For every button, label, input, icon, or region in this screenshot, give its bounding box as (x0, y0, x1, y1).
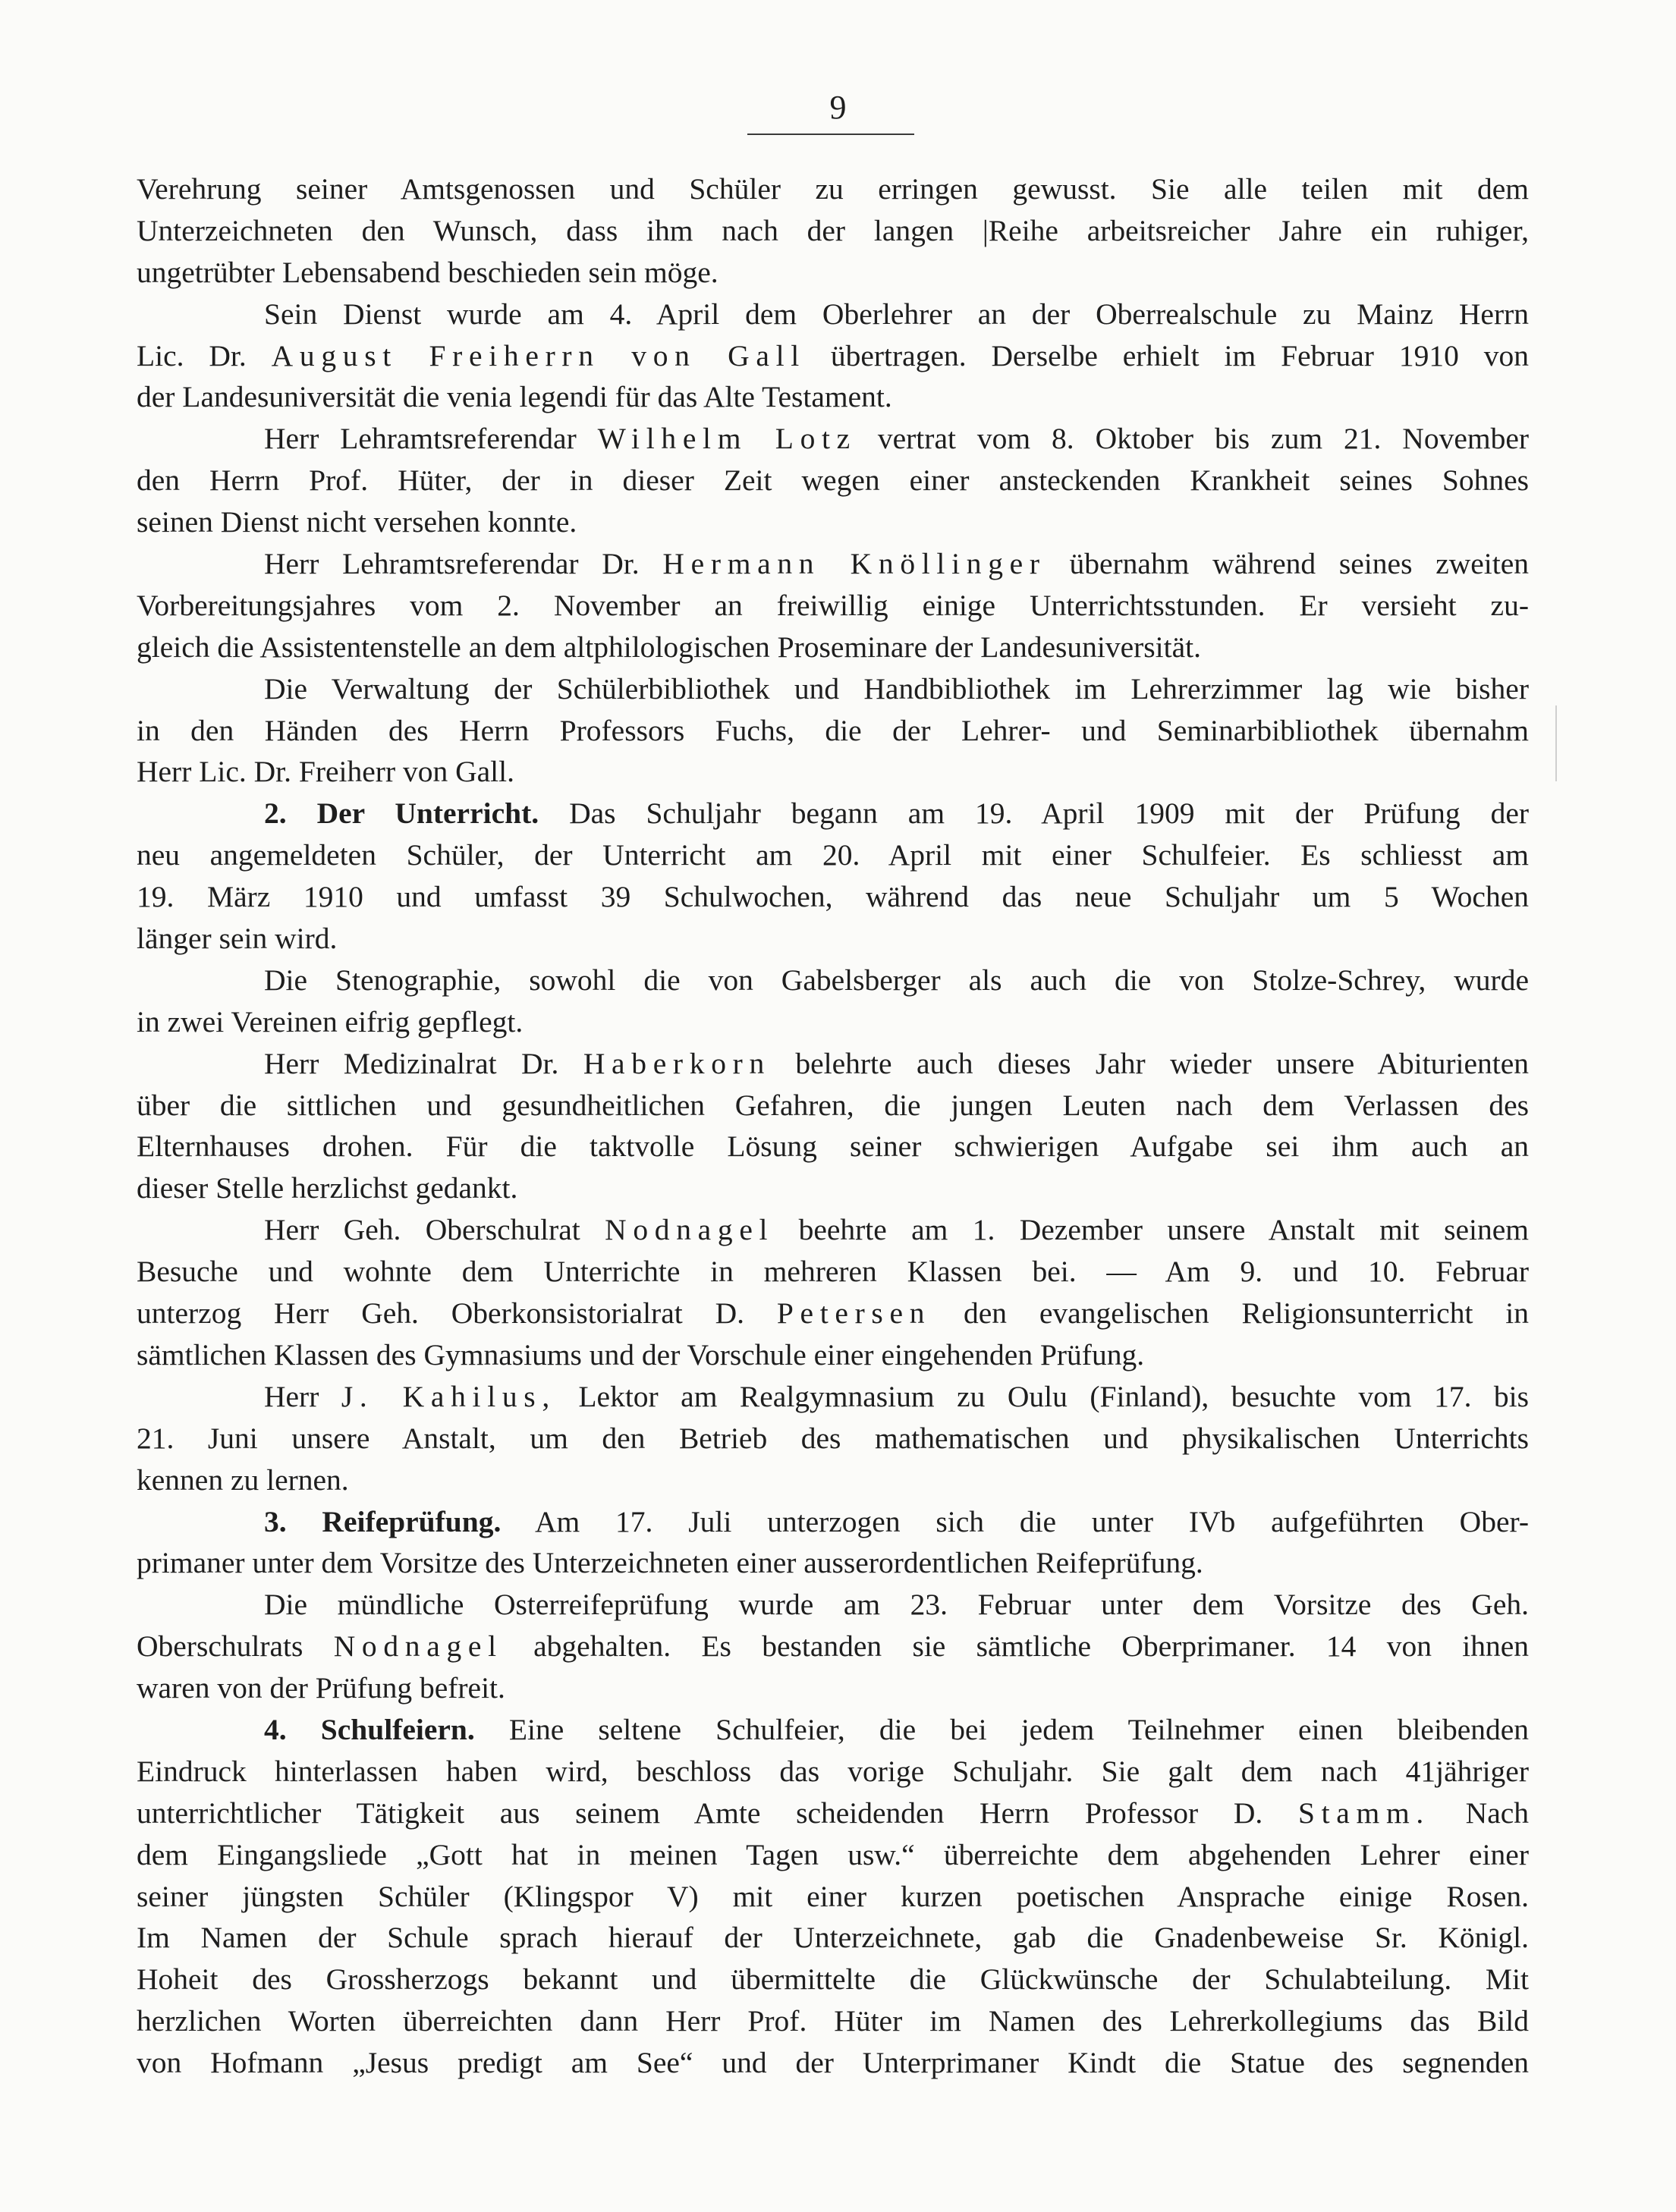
spaced-name: Hermann Knöllinger (662, 547, 1046, 581)
spaced-name: J. Kahilus, (341, 1379, 556, 1413)
spaced-name: Nodnagel (333, 1629, 503, 1664)
text-line: sämtlichen Klassen des Gymnasiums und der Vorschule einer eingehenden Prüfung. (137, 1337, 1145, 1372)
text-line: der Landesuniversität die venia legendi für das Alte Testament. (137, 380, 892, 414)
text-line (137, 1293, 1529, 1334)
text-line: dieser Stelle herzlichst gedankt. (137, 1171, 518, 1205)
text-run: belehrte auch dieses Jahr wieder unsere Abiturienten (795, 1046, 1529, 1080)
spaced-name: August Freiherrn von Gall (271, 338, 806, 372)
text-line (137, 418, 1529, 460)
spaced-name: Stamm. (1297, 1796, 1430, 1830)
text-line (137, 1501, 1529, 1543)
spaced-name: Nodnagel (605, 1213, 775, 1247)
text-line (137, 1709, 1529, 1751)
text-line: Unterzeichneten den Wunsch, dass ihm nach der langen |Reihe arbeitsreicher Jahre ein ruhiger, (137, 213, 1529, 247)
text-line: Besuche und wohnte dem Unterrichte in mehreren Klassen bei. — Am 9. und 10. Februar (137, 1255, 1529, 1289)
text-line: Eindruck hinterlassen haben wird, beschloss das vorige Schuljahr. Sie galt dem nach 41jähriger (137, 1754, 1529, 1788)
section-heading: 2. Der Unterricht. (264, 797, 539, 831)
text-line: primaner unter dem Vorsitze des Unterzeichneten einer ausserordentlichen Reifeprüfung. (137, 1546, 1203, 1580)
section-heading: 4. Schulfeiern. (264, 1712, 475, 1746)
text-line: länger sein wird. (137, 922, 338, 956)
text-line: 19. März 1910 und umfasst 39 Schulwochen, während das neue Schuljahr um 5 Wochen (137, 880, 1529, 914)
text-line: gleich die Assistentenstelle an dem altphilologischen Proseminare der Landesuniversität. (137, 630, 1201, 664)
text-line (137, 543, 1529, 585)
text-line: kennen zu lernen. (137, 1463, 349, 1497)
text-line: Im Namen der Schule sprach hierauf der Unterzeichnete, gab die Gnadenbeweise Sr. Königl. (137, 1921, 1529, 1955)
text-run: Herr Lehramtsreferendar Dr. (264, 547, 640, 581)
text-run: übernahm während seines zweiten (1069, 547, 1529, 581)
text-run: Lic. Dr. (137, 338, 247, 372)
text-line: in den Händen des Herrn Professors Fuchs, die der Lehrer- und Seminarbibliothek übernahm (137, 713, 1529, 747)
text-run: Herr Geh. Oberschulrat (264, 1213, 580, 1247)
text-line: seinen Dienst nicht versehen konnte. (137, 505, 577, 539)
text-line: ungetrübter Lebensabend beschieden sein möge. (137, 255, 719, 289)
spaced-name: Wilhelm Lotz (597, 422, 857, 456)
text-run: Eine seltene Schulfeier, die bei jedem Teilnehmer einen bleibenden (508, 1712, 1529, 1746)
text-line (137, 1626, 1529, 1667)
text-line: Elternhauses drohen. Für die taktvolle Lösung seiner schwierigen Aufgabe sei ihm auch an (137, 1130, 1529, 1164)
text-run: unterrichtlicher Tätigkeit aus seinem Amte scheidenden Herrn Professor D. (137, 1796, 1263, 1830)
text-run: Oberschulrats (137, 1629, 303, 1664)
text-line: dem Eingangsliede „Gott hat in meinen Tagen usw.“ überreichte dem abgehenden Lehrer einer (137, 1837, 1529, 1871)
text-line: 21. Juni unsere Anstalt, um den Betrieb des mathematischen und physikalischen Unterrichts (137, 1421, 1529, 1455)
text-line (137, 1376, 1529, 1418)
text-line: Die mündliche Osterreifeprüfung wurde am 23. Februar unter dem Vorsitze des Geh. (264, 1588, 1529, 1622)
text-run: Lektor am Realgymnasium zu Oulu (Finland), besuchte vom 17. bis (578, 1379, 1529, 1413)
text-line: über die sittlichen und gesundheitlichen Gefahren, die jungen Leuten nach dem Verlassen des (137, 1088, 1529, 1122)
text-run: unterzog Herr Geh. Oberkonsistorialrat D. (137, 1296, 744, 1331)
text-line: von Hofmann „Jesus predigt am See“ und der Unterprimaner Kindt die Statue des segnenden (137, 2046, 1529, 2080)
spaced-name: Petersen (776, 1296, 932, 1331)
text-run: Das Schuljahr begann am 19. April 1909 mit der Prüfung der (569, 797, 1529, 831)
text-line: herzlichen Worten überreichten dann Herr Prof. Hüter im Namen des Lehrerkollegiums das Bild (137, 2004, 1529, 2038)
spaced-name: Haberkorn (583, 1046, 771, 1080)
section-heading: 3. Reifeprüfung. (264, 1504, 502, 1538)
text-line: neu angemeldeten Schüler, der Unterricht am 20. April mit einer Schulfeier. Es schliesst am (137, 838, 1529, 872)
text-run: vertrat vom 8. Oktober bis zum 21. November (877, 422, 1529, 456)
text-run: Herr Medizinalrat Dr. (264, 1046, 559, 1080)
text-run: Am 17. Juli unterzogen sich die unter IVb aufgeführten Ober- (534, 1504, 1529, 1538)
text-run: abgehalten. Es bestanden sie sämtliche Oberprimaner. 14 von ihnen (533, 1629, 1529, 1664)
text-line (137, 1043, 1529, 1085)
page-number: 9 (829, 89, 847, 126)
text-line: Die Verwaltung der Schülerbibliothek und Handbibliothek im Lehrerzimmer lag wie bisher (264, 671, 1529, 705)
text-line (137, 793, 1529, 834)
text-line: Hoheit des Grossherzogs bekannt und übermittelte die Glückwünsche der Schulabteilung. Mit (137, 1962, 1529, 1997)
text-line: in zwei Vereinen eifrig gepflegt. (137, 1004, 524, 1038)
text-line: waren von der Prüfung befreit. (137, 1671, 505, 1705)
body-text (137, 168, 1529, 2084)
text-line: Die Stenographie, sowohl die von Gabelsberger als auch die von Stolze-Schrey, wurde (264, 963, 1529, 997)
text-run: Nach (1465, 1796, 1529, 1830)
text-run: beehrte am 1. Dezember unsere Anstalt mit seinem (798, 1213, 1529, 1247)
text-line: seiner jüngsten Schüler (Klingspor V) mit einer kurzen poetischen Ansprache einige Rosen. (137, 1879, 1529, 1913)
text-line (137, 335, 1529, 377)
text-line: den Herrn Prof. Hüter, der in dieser Zeit wegen einer ansteckenden Krankheit seines Sohnes (137, 463, 1529, 498)
margin-mark (1555, 705, 1557, 781)
text-run: den evangelischen Religionsunterricht in (964, 1296, 1529, 1331)
text-line (137, 1209, 1529, 1251)
text-line (137, 1793, 1529, 1834)
text-line: Verehrung seiner Amtsgenossen und Schüler zu erringen gewusst. Sie alle teilen mit dem (137, 172, 1529, 206)
page-number-rule (747, 134, 914, 135)
text-line: Herr Lic. Dr. Freiherr von Gall. (137, 755, 514, 789)
text-line: Vorbereitungsjahres vom 2. November an freiwillig einige Unterrichtsstunden. Er versieht zu- (137, 588, 1529, 622)
text-run: übertragen. Derselbe erhielt im Februar 1910 von (830, 338, 1529, 372)
text-line: Sein Dienst wurde am 4. April dem Oberlehrer an der Oberrealschule zu Mainz Herrn (264, 297, 1529, 331)
text-run: Herr Lehramtsreferendar (264, 422, 577, 456)
text-run: Herr (264, 1379, 319, 1413)
